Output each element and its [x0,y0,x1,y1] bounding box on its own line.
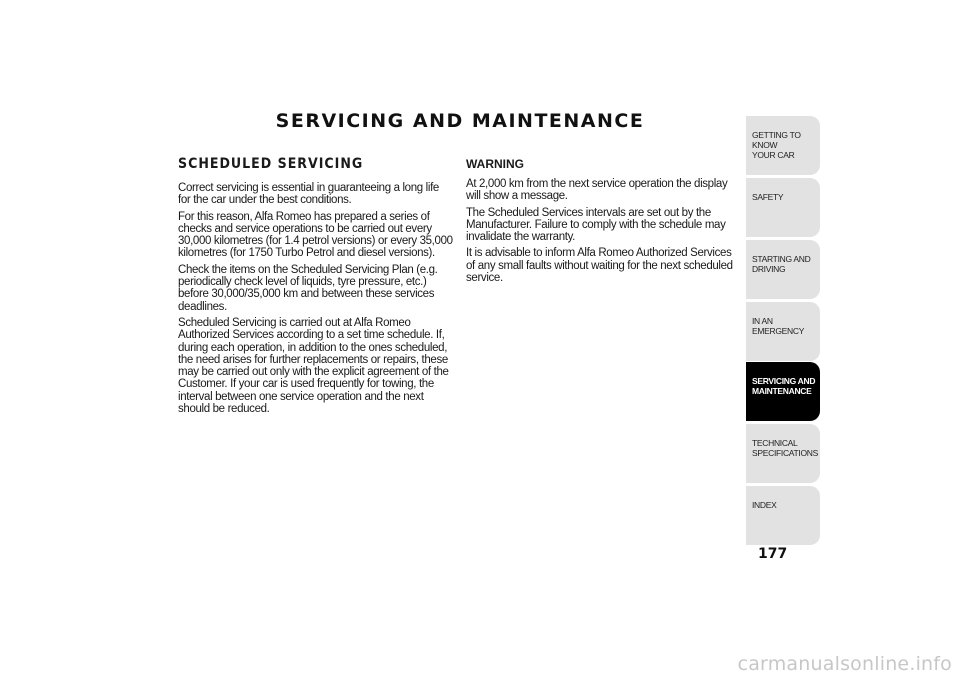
page-title: SERVICING AND MAINTENANCE [275,110,645,132]
paragraph: Correct servicing is essential in guaranteeing a long life for the car under the best conditions. [178,182,439,207]
watermark: carmanualsonline.info [737,653,952,675]
section-heading: SCHEDULED SERVICING [178,156,364,172]
warning-section [466,156,736,288]
tab-label: TECHNICAL SPECIFICATIONS [752,438,819,458]
tab-label: IN AN EMERGENCY [752,316,805,336]
page-number: 177 [758,546,788,562]
tab-label: STARTING AND DRIVING [752,254,811,274]
scheduled-servicing-section [178,156,454,419]
paragraph: Check the items on the Scheduled Servicing Plan (e.g. periodically check level of liquids, tyre pressure, etc.) before 30,000/35,000 km and between these services deadlines. [178,263,438,313]
paragraph: Scheduled Servicing is carried out at Alfa Romeo Authorized Services according to a set time schedule. If, during each operation, in addition to the ones scheduled, the need arises for further replacements or repairs, these may be carried out only with the explicit agreement of the Customer. If your car is used frequently for towing, the interval between one service operation and the next should be reduced. [178,316,449,416]
tab-starting-and-driving[interactable] [746,240,820,299]
tab-servicing-and-maintenance[interactable] [746,362,820,421]
tab-in-an-emergency[interactable] [746,302,820,361]
tab-safety[interactable] [746,178,820,237]
tab-getting-to-know-your-car[interactable] [746,116,820,175]
tab-label: INDEX [752,500,777,510]
paragraph: At 2,000 km from the next service operation the display will show a message. [466,178,728,203]
tab-technical-specifications[interactable] [746,424,820,483]
paragraph: It is advisable to inform Alfa Romeo Authorized Services of any small faults without waiting for the next scheduled service. [466,247,733,285]
chapter-tabs [746,116,820,546]
tab-label: SAFETY [752,192,784,202]
warning-heading: WARNING [466,157,524,171]
tab-label: GETTING TO KNOW YOUR CAR [752,130,801,160]
tab-index[interactable] [746,486,820,545]
tab-label: SERVICING AND MAINTENANCE [752,376,816,396]
paragraph: The Scheduled Services intervals are set out by the Manufacturer. Failure to comply with the schedule may invalidate the warranty. [466,206,726,244]
paragraph: For this reason, Alfa Romeo has prepared a series of checks and service operations to be carried out every 30,000 kilometres (for 1.4 petrol versions) or every 35,000 kilometres (for 1750 Turbo Petrol and diesel versions). [178,210,453,260]
